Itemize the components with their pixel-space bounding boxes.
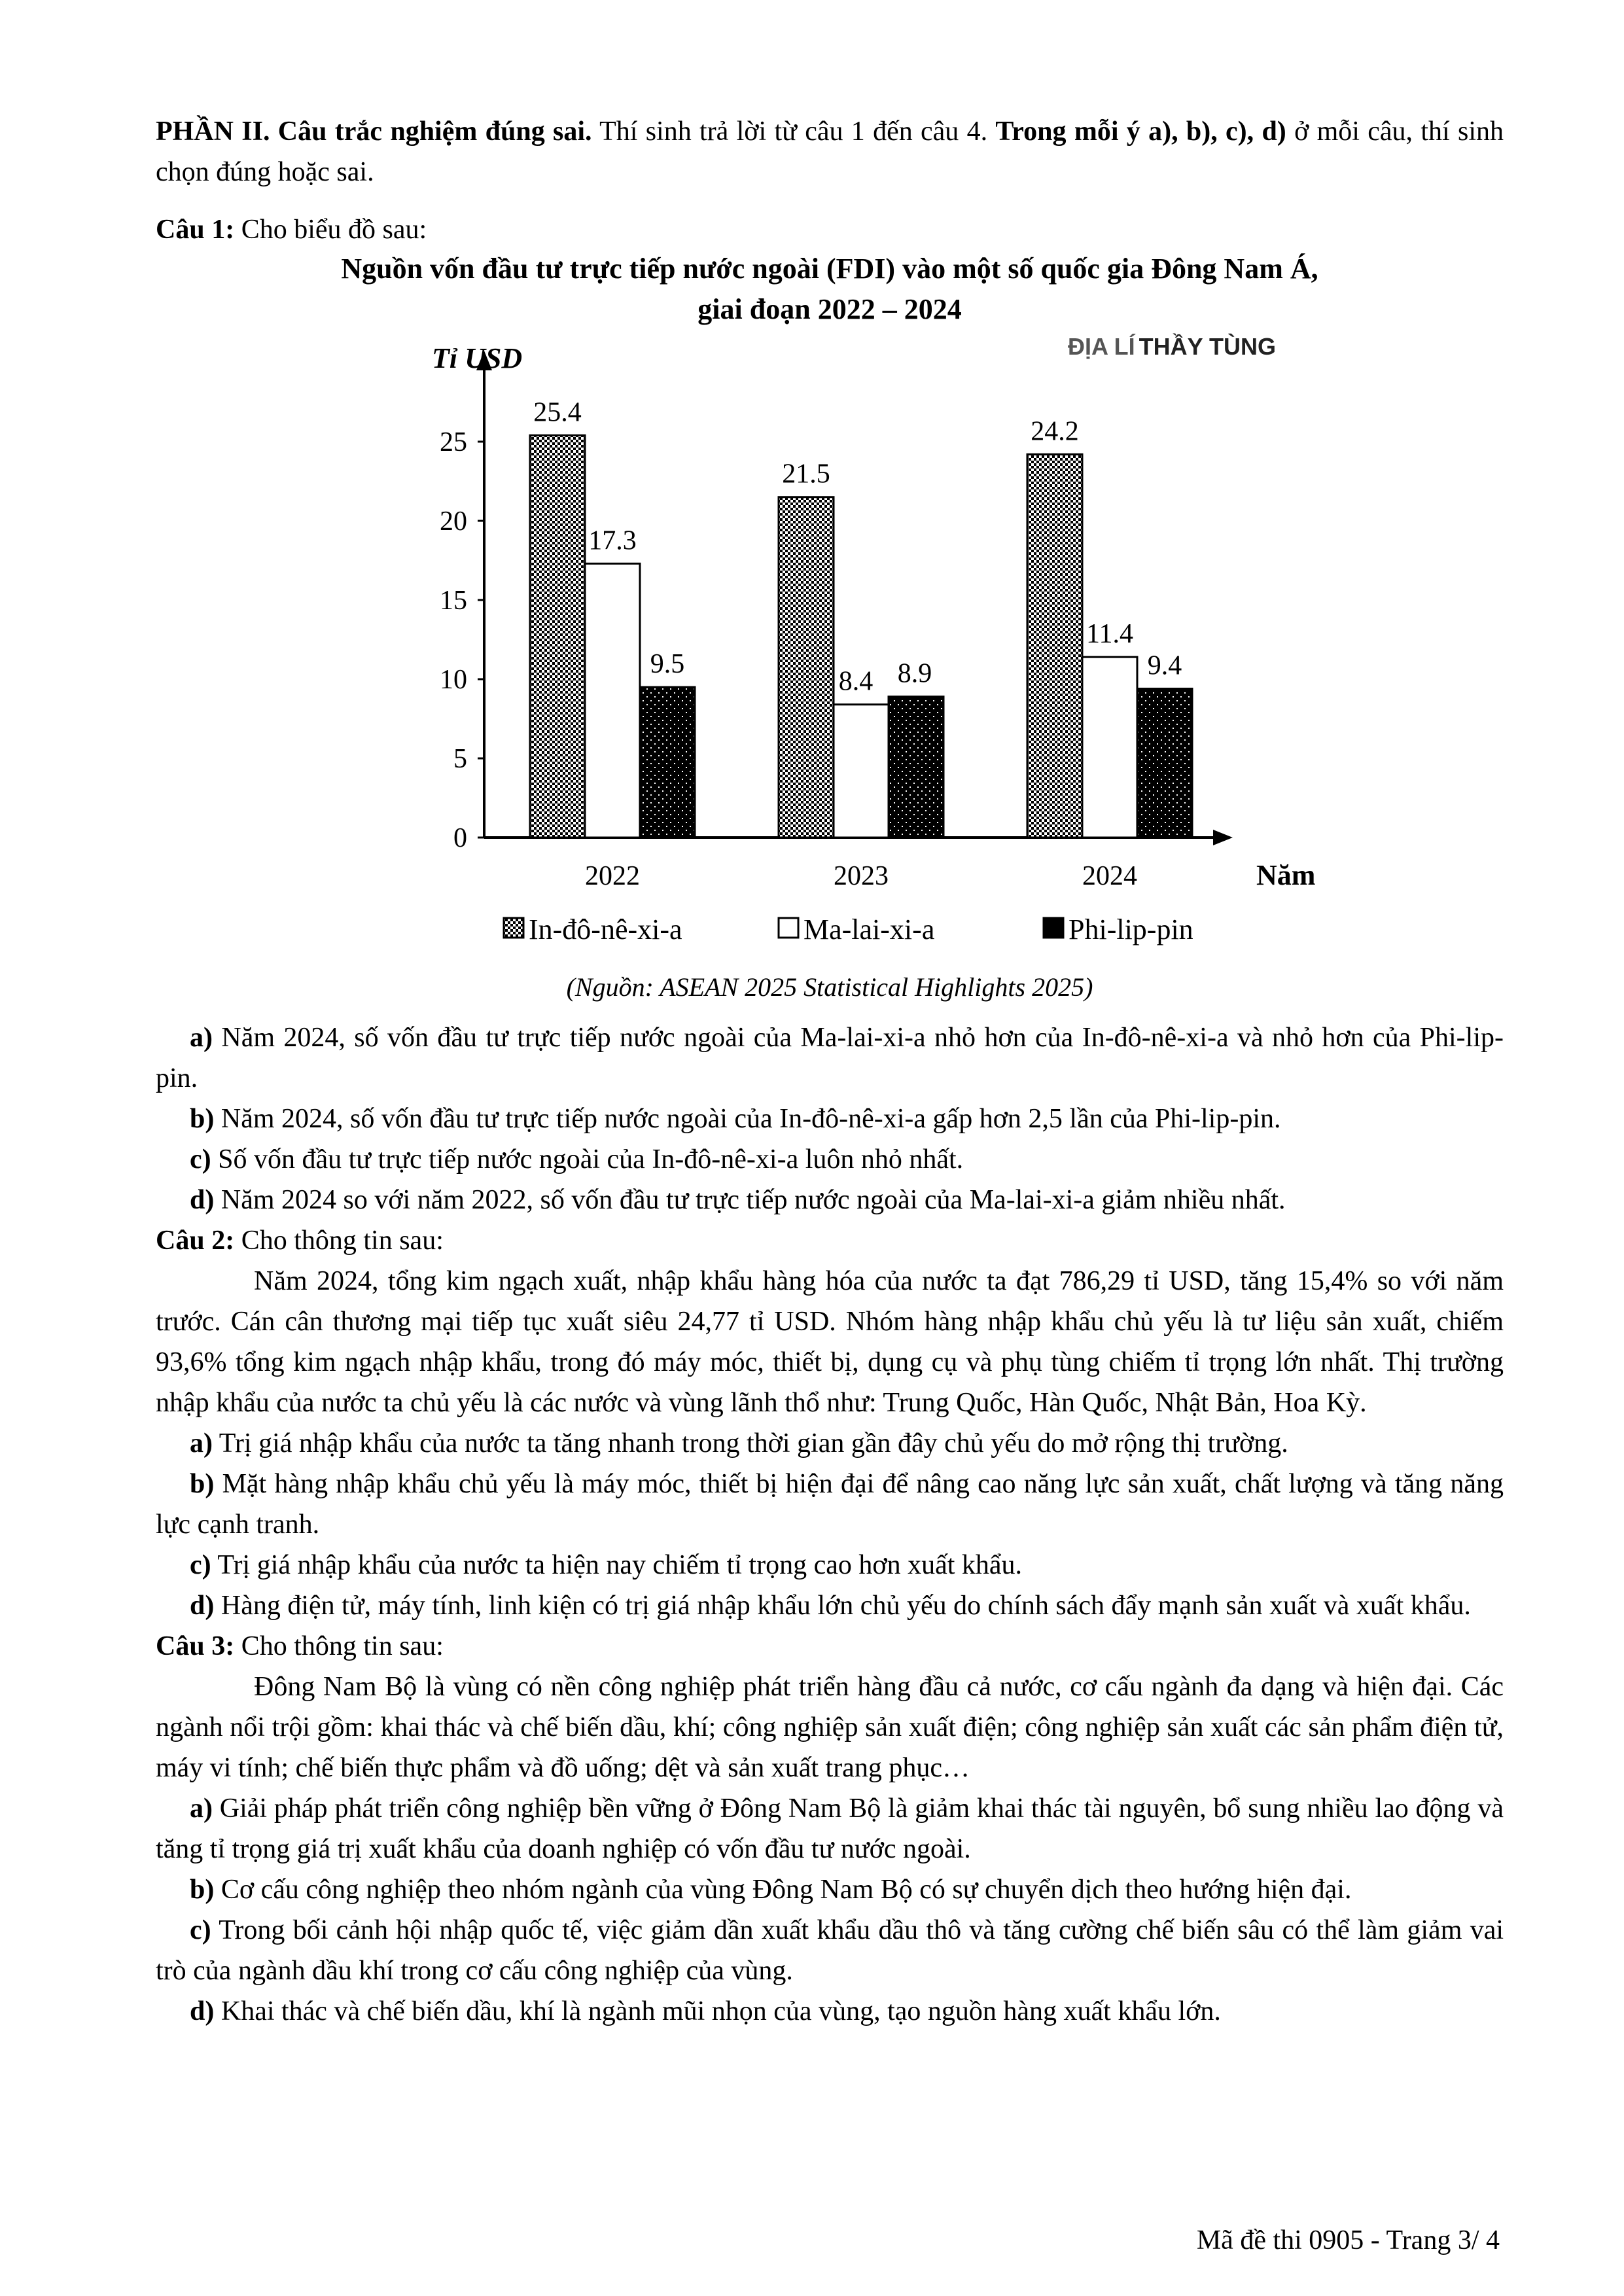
y-tick-label: 5 — [453, 744, 467, 774]
y-tick-label: 0 — [453, 823, 467, 853]
bar-ma-lai-xi-a-2022 — [585, 563, 640, 838]
item-text: Năm 2024, số vốn đầu tư trực tiếp nước ngoài của In-đô-nê-xi-a gấp hơn 2,5 lần của Phi-lip-pin. — [214, 1104, 1281, 1134]
item-label: c) — [190, 1550, 211, 1580]
watermark-part2: THẦY TÙNG — [1139, 333, 1276, 360]
item-text: Năm 2024, số vốn đầu tư trực tiếp nước ngoài của Ma-lai-xi-a nhỏ hơn của In-đô-nê-xi-a và nhỏ hơn của Phi-lip-pin. — [156, 1023, 1504, 1093]
x-tick-label: 2024 — [1082, 861, 1137, 891]
question-2-label: Câu 2: — [156, 1226, 235, 1256]
part2-intro-bold: Trong mỗi ý a), b), c), d) — [995, 116, 1286, 147]
legend-label: In-đô-nê-xi-a — [529, 913, 682, 945]
item-label: d) — [190, 1996, 215, 2026]
data-label: 17.3 — [588, 525, 637, 556]
svg-text:ĐỊA LÍTHẦY TÙNG — [1068, 332, 1276, 360]
y-tick-label: 25 — [440, 427, 467, 457]
item-label: b) — [190, 1875, 215, 1905]
fdi-bar-chart — [366, 314, 1316, 968]
item-label: a) — [190, 1428, 213, 1458]
item-text: Năm 2024 so với năm 2022, số vốn đầu tư trực tiếp nước ngoài của Ma-lai-xi-a giảm nhiều nhất. — [214, 1185, 1286, 1215]
question-2-prompt — [156, 1220, 1504, 1261]
data-label: 24.2 — [1031, 416, 1079, 447]
item-label: a) — [190, 1793, 213, 1824]
item-label: a) — [190, 1023, 213, 1053]
data-label: 11.4 — [1086, 619, 1133, 650]
page-footer: Mã đề thi 0905 - Trang 3/ 4 — [1196, 2225, 1500, 2255]
question-3-item-a — [156, 1788, 1504, 1869]
item-label: c) — [190, 1915, 211, 1945]
y-tick-label: 20 — [440, 506, 467, 537]
x-axis-title: Năm — [1256, 859, 1316, 891]
question-1-prompt — [156, 209, 1504, 250]
question-3-item-c — [156, 1910, 1504, 1991]
data-label: 8.4 — [838, 666, 874, 697]
data-label: 9.4 — [1147, 650, 1182, 681]
item-label: b) — [190, 1104, 215, 1134]
question-3-item-d — [156, 1991, 1504, 2032]
question-3-prompt — [156, 1626, 1504, 1667]
x-tick-label: 2023 — [834, 861, 889, 891]
part2-intro-text: Thí sinh trả lời từ câu 1 đến câu 4. — [591, 116, 996, 147]
item-text: Khai thác và chế biến dầu, khí là ngành mũi nhọn của vùng, tạo nguồn hàng xuất khẩu lớn. — [214, 1996, 1221, 2026]
bar-phi-lip-pin-2022 — [640, 687, 695, 838]
bar-in-đô-nê-xi-a-2022 — [530, 435, 585, 838]
item-label: c) — [190, 1144, 211, 1174]
bar-ma-lai-xi-a-2024 — [1082, 657, 1137, 838]
item-text: Trị giá nhập khẩu của nước ta hiện nay chiếm tỉ trọng cao hơn xuất khẩu. — [211, 1550, 1023, 1580]
item-text: Mặt hàng nhập khẩu chủ yếu là máy móc, thiết bị hiện đại để nâng cao năng lực sản xuất, chất lượng và tăng năng lực cạnh tranh. — [156, 1469, 1504, 1540]
legend-label: Phi-lip-pin — [1068, 913, 1193, 945]
x-tick-label: 2022 — [585, 861, 640, 891]
y-tick-label: 10 — [440, 665, 467, 695]
question-1-items — [156, 1017, 1504, 2032]
data-label: 25.4 — [533, 397, 582, 428]
question-2-item-b — [156, 1464, 1504, 1545]
bar-ma-lai-xi-a-2023 — [834, 705, 889, 838]
question-1-label: Câu 1: — [156, 215, 235, 245]
question-1-prompt-text: Cho biểu đồ sau: — [234, 215, 427, 245]
bar-phi-lip-pin-2023 — [889, 697, 944, 838]
question-1-item-d — [156, 1180, 1504, 1220]
y-tick-label: 15 — [440, 586, 467, 616]
data-label: 8.9 — [897, 658, 932, 689]
question-1-item-a — [156, 1017, 1504, 1099]
part2-intro-end: ở mỗi câu, thí sinh chọn đúng hoặc sai. — [156, 116, 1504, 187]
item-text: Giải pháp phát triển công nghiệp bền vững ở Đông Nam Bộ là giảm khai thác tài nguyên, bổ sung nhiều lao động và tăng tỉ trọng giá trị xuất khẩu của doanh nghiệp có vốn đầu tư nước ngoài. — [156, 1793, 1504, 1864]
question-2-item-c — [156, 1545, 1504, 1585]
bar-phi-lip-pin-2024 — [1137, 689, 1192, 838]
part2-intro — [156, 111, 1504, 192]
legend-label: Ma-lai-xi-a — [803, 913, 935, 945]
question-1-item-b — [156, 1099, 1504, 1139]
bar-in-đô-nê-xi-a-2024 — [1027, 454, 1082, 838]
item-text: Trị giá nhập khẩu của nước ta tăng nhanh trong thời gian gần đây chủ yếu do mở rộng thị trường. — [213, 1428, 1288, 1458]
part2-heading: PHẦN II. Câu trắc nghiệm đúng sai. — [156, 116, 592, 147]
legend-swatch — [504, 918, 523, 938]
legend-swatch — [779, 918, 798, 938]
item-label: b) — [190, 1469, 215, 1499]
question-2-item-d — [156, 1585, 1504, 1626]
item-label: d) — [190, 1185, 215, 1215]
item-text: Cơ cấu công nghiệp theo nhóm ngành của vùng Đông Nam Bộ có sự chuyển dịch theo hướng hiện đại. — [214, 1875, 1352, 1905]
question-1-item-c — [156, 1139, 1504, 1180]
data-label: 21.5 — [782, 459, 830, 489]
item-text: Hàng điện tử, máy tính, linh kiện có trị giá nhập khẩu lớn chủ yếu do chính sách đẩy mạnh sản xuất và xuất khẩu. — [214, 1591, 1471, 1621]
y-axis-title: Tỉ USD — [432, 342, 523, 374]
question-3-prompt-text: Cho thông tin sau: — [234, 1631, 444, 1661]
chart-source: (Nguồn: ASEAN 2025 Statistical Highlights 2025) — [566, 972, 1093, 1002]
data-label: 9.5 — [650, 649, 685, 680]
x-axis-arrow — [1213, 830, 1233, 845]
question-3-label: Câu 3: — [156, 1631, 235, 1661]
question-2-item-a — [156, 1423, 1504, 1464]
question-3-paragraph: Đông Nam Bộ là vùng có nền công nghiệp phát triển hàng đầu cả nước, cơ cấu ngành đa dạng và hiện đại. Các ngành nổi trội gồm: khai thác và chế biến dầu, khí; công nghiệp sản xuất điện; công nghiệp sản xuất các sản phẩm điện tử, máy vi tính; chế biến thực phẩm và đồ uống; dệt và sản xuất trang phục… — [156, 1672, 1504, 1783]
question-2-paragraph: Năm 2024, tổng kim ngạch xuất, nhập khẩu hàng hóa của nước ta đạt 786,29 tỉ USD, tăng 15,4% so với năm trước. Cán cân thương mại tiếp tục xuất siêu 24,77 tỉ USD. Nhóm hàng nhập khẩu chủ yếu là tư liệu sản xuất, chiếm 93,6% tổng kim ngạch nhập khẩu, trong đó máy móc, thiết bị, dụng cụ và phụ tùng chiếm tỉ trọng lớn nhất. Thị trường nhập khẩu của nước ta chủ yếu là các nước và vùng lãnh thổ như: Trung Quốc, Hàn Quốc, Nhật Bản, Hoa Kỳ. — [156, 1266, 1504, 1418]
legend-swatch — [1044, 918, 1063, 938]
chart-title-line2: giai đoạn 2022 – 2024 — [697, 293, 962, 325]
chart-title-line1: Nguồn vốn đầu tư trực tiếp nước ngoài (FDI) vào một số quốc gia Đông Nam Á, — [341, 253, 1318, 285]
item-text: Trong bối cảnh hội nhập quốc tế, việc giảm dần xuất khẩu dầu thô và tăng cường chế biến sâu có thể làm giảm vai trò của ngành dầu khí trong cơ cấu công nghiệp của vùng. — [156, 1915, 1504, 1986]
watermark — [1068, 332, 1276, 360]
item-text: Số vốn đầu tư trực tiếp nước ngoài của In-đô-nê-xi-a luôn nhỏ nhất. — [211, 1144, 964, 1174]
question-2-prompt-text: Cho thông tin sau: — [234, 1226, 444, 1256]
question-3-item-b — [156, 1869, 1504, 1910]
item-label: d) — [190, 1591, 215, 1621]
watermark-part1: ĐỊA LÍ — [1068, 333, 1135, 360]
bar-in-đô-nê-xi-a-2023 — [779, 497, 834, 838]
